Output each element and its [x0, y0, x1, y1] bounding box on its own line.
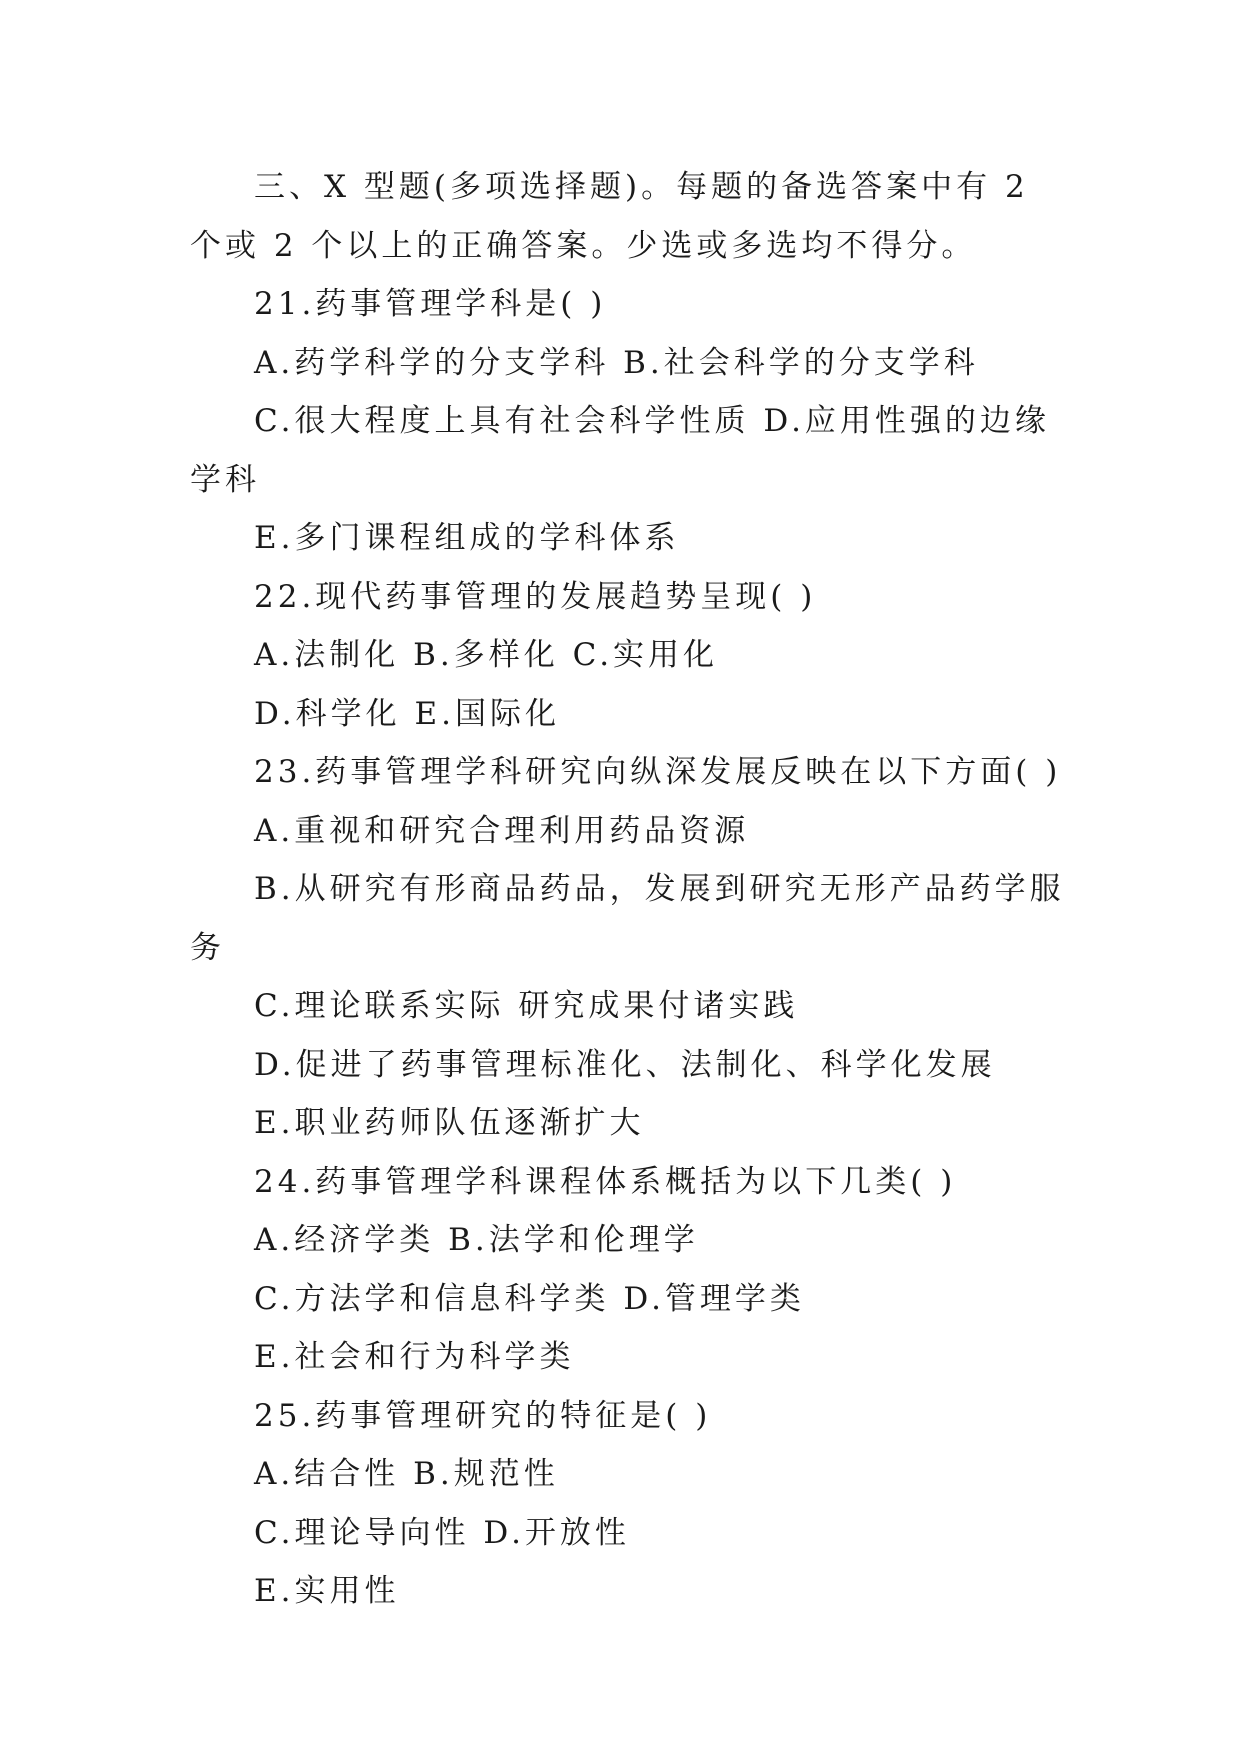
question-23-option-e: E.职业药师队伍逐渐扩大 — [254, 1105, 645, 1141]
question-21-option-e: E.多门课程组成的学科体系 — [254, 520, 680, 556]
question-23-option-d: D.促进了药事管理标准化、法制化、科学化发展 — [254, 1046, 996, 1083]
question-23-option-a: A.重视和研究合理利用药品资源 — [254, 812, 750, 849]
question-24-options-cd: C.方法学和信息科学类 D.管理学类 — [254, 1280, 805, 1317]
question-23-option-b: B.从研究有形商品药品，发展到研究无形产品药学服务 — [190, 871, 1065, 966]
question-24-option-e: E.社会和行为科学类 — [254, 1339, 575, 1375]
question-21-options-cd: C.很大程度上具有社会科学性质 D.应用性强的边缘学科 — [190, 403, 1050, 498]
question-25-options-cd: C.理论导向性 D.开放性 — [254, 1514, 630, 1551]
question-21-options-ab: A.药学科学的分支学科 B.社会科学的分支学科 — [254, 344, 979, 381]
question-23-option-c: C.理论联系实际 研究成果付诸实践 — [254, 988, 799, 1024]
question-22-options-de: D.科学化 E.国际化 — [254, 695, 560, 732]
document-body — [190, 158, 1070, 1621]
question-25: 25.药事管理研究的特征是( ) — [254, 1397, 712, 1434]
section-instruction: 三、X 型题(多项选择题)。每题的备选答案中有 2 个或 2 个以上的正确答案。少选或多选均不得分。 — [190, 169, 1029, 264]
question-23: 23.药事管理学科研究向纵深发展反映在以下方面( ) — [254, 754, 1062, 790]
question-24-options-ab: A.经济学类 B.法学和伦理学 — [254, 1222, 699, 1258]
question-21: 21.药事管理学科是( ) — [254, 286, 607, 322]
question-25-option-e: E.实用性 — [254, 1573, 400, 1609]
question-24: 24.药事管理学科课程体系概括为以下几类( ) — [254, 1163, 957, 1200]
question-22: 22.现代药事管理的发展趋势呈现( ) — [254, 578, 817, 615]
question-25-options-ab: A.结合性 B.规范性 — [254, 1456, 559, 1492]
question-22-options-abc: A.法制化 B.多样化 C.实用化 — [254, 637, 719, 673]
